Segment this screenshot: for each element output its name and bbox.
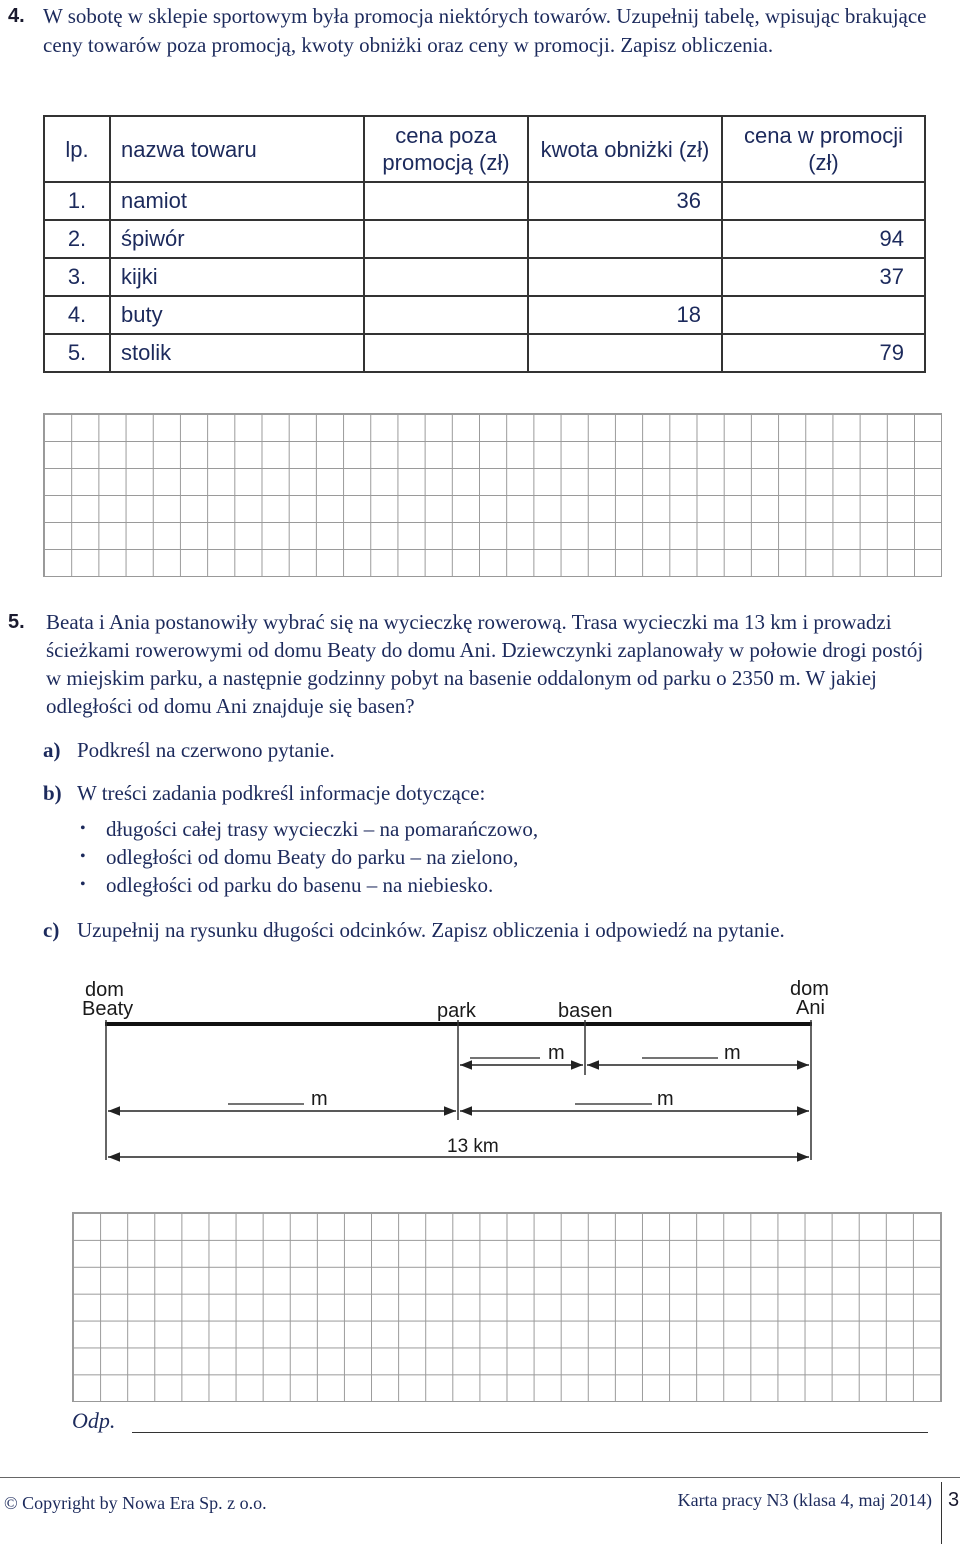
label-dom-ani-2: Ani xyxy=(796,997,825,1019)
footer-title: Karta pracy N3 (klasa 4, maj 2014) xyxy=(677,1490,932,1510)
row-name: buty xyxy=(110,296,364,334)
header-name: nazwa towaru xyxy=(110,116,364,182)
footer-page-divider xyxy=(941,1482,942,1544)
row-promo[interactable]: 37 xyxy=(722,258,925,296)
row-price[interactable] xyxy=(364,182,528,220)
row-name: namiot xyxy=(110,182,364,220)
subtask-label: c) xyxy=(43,918,60,942)
task-number: 5. xyxy=(8,611,25,633)
row-lp: 4. xyxy=(44,296,110,334)
footer-copyright: © Copyright by Nowa Era Sp. z o.o. xyxy=(4,1493,267,1513)
page-number: 3 xyxy=(948,1489,960,1511)
row-discount[interactable] xyxy=(528,220,722,258)
unit-park-basen: m xyxy=(548,1042,565,1064)
subtask-label: a) xyxy=(43,738,61,762)
table-row xyxy=(44,334,925,372)
answer-line[interactable] xyxy=(132,1432,928,1433)
price-table xyxy=(43,115,926,373)
header-promo: cena w promocji (zł) xyxy=(722,116,925,182)
row-price[interactable] xyxy=(364,334,528,372)
header-lp: lp. xyxy=(44,116,110,182)
subtask-label: b) xyxy=(43,781,62,805)
table-row xyxy=(44,182,925,220)
row-promo[interactable]: 79 xyxy=(722,334,925,372)
table-row xyxy=(44,220,925,258)
row-promo[interactable]: 94 xyxy=(722,220,925,258)
subtask-a xyxy=(43,736,335,764)
row-promo[interactable] xyxy=(722,296,925,334)
footer-divider xyxy=(0,1477,960,1478)
list-item: • odległości od domu Beaty do parku – na zielono, xyxy=(80,843,538,871)
row-name: śpiwór xyxy=(110,220,364,258)
subtask-c xyxy=(43,916,785,944)
task-4 xyxy=(8,2,938,60)
label-dom-beaty-1: dom xyxy=(85,979,124,1001)
unit-beaty-park: m xyxy=(311,1088,328,1110)
subtask-b xyxy=(43,779,485,807)
row-price[interactable] xyxy=(364,220,528,258)
subtask-text: Uzupełnij na rysunku długości odcinków. Zapisz obliczenia i odpowiedź na pytanie. xyxy=(77,918,785,942)
calculation-grid[interactable] xyxy=(43,413,942,577)
row-name: kijki xyxy=(110,258,364,296)
calculation-grid-2[interactable] xyxy=(72,1212,942,1402)
row-name: stolik xyxy=(110,334,364,372)
row-discount[interactable] xyxy=(528,258,722,296)
unit-basen-ani: m xyxy=(724,1042,741,1064)
row-price[interactable] xyxy=(364,296,528,334)
label-basen: basen xyxy=(558,1000,613,1022)
task-5 xyxy=(8,608,938,720)
row-lp: 1. xyxy=(44,182,110,220)
bullet-list xyxy=(80,815,538,899)
subtask-text: W treści zadania podkreśl informacje dotyczące: xyxy=(77,781,486,805)
task-text: Beata i Ania postanowiły wybrać się na wycieczkę rowerową. Trasa wycieczki ma 13 km i prowadzi ścieżkami rowerowymi od domu Beaty do domu Ani. Dziewczynki zaplanowały w połowie drogi postój w miejskim parku, a następnie godzinny pobyt na basenie oddalonym od parku o 2350 m. W jakiej odległości od domu Ani znajduje się basen? xyxy=(46,610,924,718)
row-price[interactable] xyxy=(364,258,528,296)
table-row xyxy=(44,296,925,334)
label-total-distance: 13 km xyxy=(447,1136,499,1157)
header-price: cena poza promocją (zł) xyxy=(364,116,528,182)
header-discount: kwota obniżki (zł) xyxy=(528,116,722,182)
subtask-text: Podkreśl na czerwono pytanie. xyxy=(77,738,335,762)
row-lp: 5. xyxy=(44,334,110,372)
label-dom-ani-1: dom xyxy=(790,978,829,1000)
task-text: W sobotę w sklepie sportowym była promocja niektórych towarów. Uzupełnij tabelę, wpisując brakujące ceny towarów poza promocją, kwoty obniżki oraz ceny w promocji. Zapisz obliczenia. xyxy=(43,4,927,57)
row-lp: 3. xyxy=(44,258,110,296)
answer-label: Odp. xyxy=(72,1408,116,1433)
row-lp: 2. xyxy=(44,220,110,258)
row-discount[interactable]: 18 xyxy=(528,296,722,334)
list-item: • długości całej trasy wycieczki – na pomarańczowo, xyxy=(80,815,538,843)
row-discount[interactable]: 36 xyxy=(528,182,722,220)
row-discount[interactable] xyxy=(528,334,722,372)
list-item: • odległości od parku do basenu – na niebiesko. xyxy=(80,871,538,899)
table-row xyxy=(44,258,925,296)
label-dom-beaty-2: Beaty xyxy=(82,998,134,1020)
unit-park-ani: m xyxy=(657,1088,674,1110)
label-park: park xyxy=(437,1000,476,1022)
task-number: 4. xyxy=(8,5,25,27)
row-promo[interactable] xyxy=(722,182,925,220)
